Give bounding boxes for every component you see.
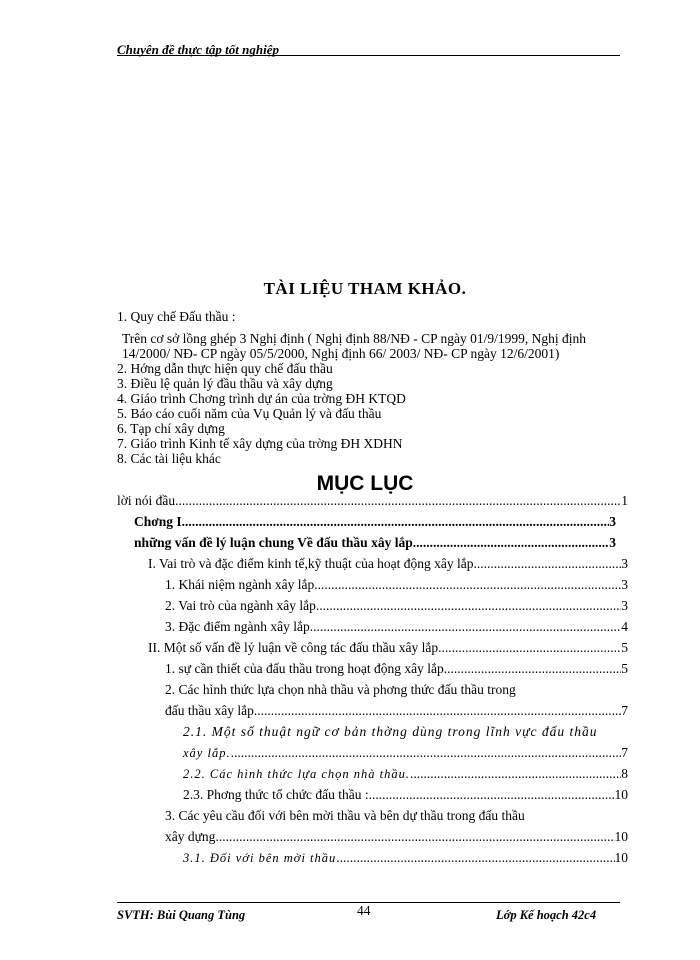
toc-entry-label: II. Một số vấn đề lý luận về công tác đấu thầu xây lắp. bbox=[148, 640, 442, 655]
toc-entry-label: 3.1. Đối với bên mời thầu bbox=[183, 851, 337, 865]
toc-entry-label: những vấn đề lý luận chung Về đấu thầu xây lắp bbox=[134, 535, 413, 550]
reference-item: 5. Báo cáo cuối năm của Vụ Quản lý và đấu thầu bbox=[117, 406, 382, 421]
toc-entry bbox=[165, 660, 628, 678]
toc-entry bbox=[165, 597, 628, 615]
toc-entry bbox=[148, 555, 628, 573]
toc-entry-page: 3 bbox=[609, 514, 616, 529]
footer-author: SVTH: Bùi Quang Tùng bbox=[117, 908, 246, 922]
toc-entry-label: 3. Đặc điểm ngành xây lắp bbox=[165, 619, 310, 634]
references-list bbox=[117, 309, 627, 466]
toc-entry bbox=[134, 534, 616, 552]
footer-page-number: 44 bbox=[357, 903, 371, 918]
toc-entry bbox=[165, 828, 628, 846]
toc-entry-label-line1: 2. Các hình thức lựa chọn nhà thầu và phơng thức đấu thầu trong bbox=[165, 682, 516, 697]
toc-entry-page: 5 bbox=[621, 661, 628, 676]
toc-entry-label: 2.2. Các hình thức lựa chọn nhà thầu. bbox=[183, 767, 411, 781]
toc-entry-label: lời nói đầu bbox=[117, 493, 176, 508]
toc-title: MỤC LỤC bbox=[316, 472, 414, 495]
toc-entry-label: đấu thầu xây lắp bbox=[165, 703, 254, 718]
toc-entry bbox=[183, 744, 628, 762]
reference-item: 8. Các tài liệu khác bbox=[117, 451, 221, 466]
toc-entry-page: 3 bbox=[609, 535, 616, 550]
footer-class: Lớp Kế hoạch 42c4 bbox=[496, 908, 597, 922]
toc-entry bbox=[183, 786, 628, 804]
reference-item: 4. Giáo trình Chơng trình dự án của trờng ĐH KTQD bbox=[117, 391, 406, 406]
toc-entry-label-line1: 2.1. Một số thuật ngữ cơ bản thờng dùng trong lĩnh vực đấu thầu bbox=[183, 724, 598, 739]
toc-entry-page: 10 bbox=[614, 850, 628, 865]
header-title: Chuyên đề thực tập tốt nghiệp bbox=[117, 42, 279, 57]
toc-entry-label: Chơng I bbox=[134, 514, 182, 529]
toc-entry bbox=[165, 702, 628, 720]
toc-entry-page: 3 bbox=[621, 577, 628, 592]
toc-entry bbox=[117, 492, 628, 510]
toc-entry-label: 1. sự cần thiết của đấu thầu trong hoạt động xây lắp. bbox=[165, 661, 448, 676]
reference-item: 6. Tạp chí xây dựng bbox=[117, 421, 225, 436]
toc-entry-label: xây dựng bbox=[165, 829, 216, 844]
toc-entry bbox=[183, 849, 628, 867]
reference-item: 7. Giáo trình Kinh tế xây dựng của trờng ĐH XDHN bbox=[117, 436, 403, 451]
reference-item: 3. Điều lệ quản lý đầu thầu và xây dựng bbox=[117, 376, 333, 391]
toc-entry-page: 5 bbox=[621, 640, 628, 655]
toc-entry-label: I. Vai trò và đặc điểm kinh tế,kỹ thuật của hoạt động xây lắp. bbox=[148, 556, 477, 571]
toc-entry-page: 10 bbox=[614, 787, 628, 802]
reference-item: 2. Hớng dẫn thực hiện quy chế đấu thầu bbox=[117, 361, 333, 376]
reference-item: 1. Quy chế Đấu thầu : bbox=[117, 309, 236, 324]
toc-entry-page: 7 bbox=[621, 745, 628, 760]
toc-entry-page: 8 bbox=[621, 766, 628, 781]
toc-entry bbox=[134, 513, 616, 531]
toc-entry bbox=[165, 576, 628, 594]
toc-entry bbox=[148, 639, 628, 657]
toc-entry-label: 2.3. Phơng thức tổ chức đấu thầu : bbox=[183, 787, 369, 802]
reference-item: Trên cơ sở lồng ghép 3 Nghị định ( Nghị định 88/NĐ - CP ngày 01/9/1999, Nghị định 14/2000/ NĐ- CP ngày 05/5/2000, Nghị định 66/ 2003/ NĐ- CP ngày 12/6/2001) bbox=[122, 331, 587, 361]
toc-entry-label: 2. Vai trò của ngành xây lắp bbox=[165, 598, 316, 613]
toc-entry-label: xây lắp. bbox=[183, 746, 231, 760]
toc-entry-page: 1 bbox=[621, 493, 628, 508]
toc-entry-page: 4 bbox=[621, 619, 628, 634]
toc-entry-page: 3 bbox=[621, 598, 628, 613]
toc-entry-page: 3 bbox=[621, 556, 628, 571]
toc-entry-page: 10 bbox=[614, 829, 628, 844]
toc-entry-label: 1. Khái niệm ngành xây lắp bbox=[165, 577, 315, 592]
header-rule bbox=[117, 55, 620, 56]
toc-entry bbox=[165, 618, 628, 636]
references-title: TÀI LIỆU THAM KHẢO. bbox=[263, 279, 467, 298]
toc-entry-label-line1: 3. Các yêu cầu đối với bên mời thầu và bên dự thầu trong đấu thầu bbox=[165, 808, 525, 823]
toc-entry-page: 7 bbox=[621, 703, 628, 718]
toc-entry bbox=[183, 765, 628, 783]
